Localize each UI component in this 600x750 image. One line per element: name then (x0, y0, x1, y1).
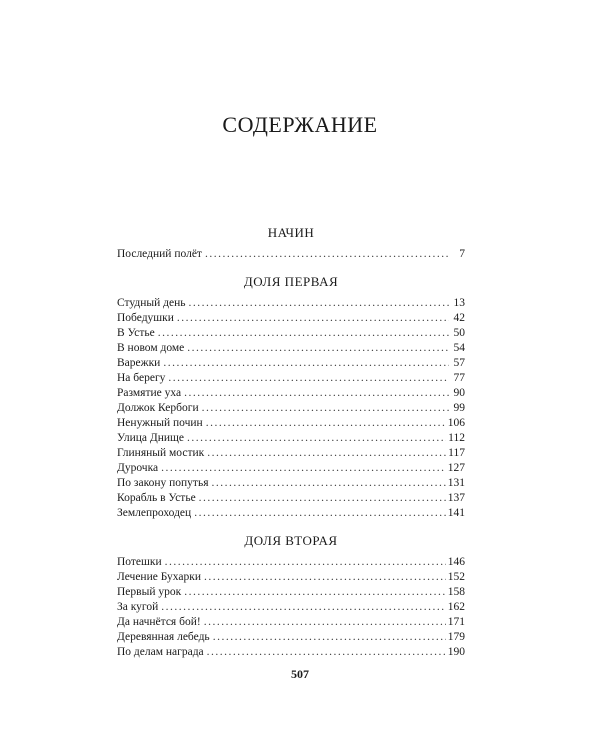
toc-entry-title: Варежки (117, 357, 161, 369)
dot-leader (187, 431, 446, 446)
toc-entry-title: Глиняный мостик (117, 447, 205, 459)
toc-entry-page: 141 (447, 507, 465, 519)
toc-entry (117, 585, 465, 600)
dot-leader (205, 247, 449, 262)
dot-leader (206, 416, 446, 431)
toc-entry-page: 90 (453, 387, 465, 399)
toc-entry-page: 7 (459, 248, 465, 260)
section-title: ДОЛЯ ВТОРАЯ (244, 533, 338, 548)
dot-leader (202, 401, 449, 416)
toc-entry-title: Корабль в Устье (117, 492, 196, 504)
toc-entry-title: В Устье (117, 327, 155, 339)
toc-entry (117, 630, 465, 645)
dot-leader (184, 585, 446, 600)
dot-leader (168, 371, 449, 386)
toc-entry-page: 42 (453, 312, 465, 324)
toc-entry-title: По делам награда (117, 646, 204, 658)
toc-entry-page: 57 (453, 357, 465, 369)
toc-entry-title: Улица Днище (117, 432, 184, 444)
dot-leader (187, 341, 449, 356)
toc-entry (117, 476, 465, 491)
toc-entry-title: Лечение Бухарки (117, 571, 201, 583)
toc-entry-title: Должок Кербоги (117, 402, 199, 414)
toc-entry-page: 13 (453, 297, 465, 309)
section-spacer (117, 521, 465, 531)
dot-leader (163, 356, 449, 371)
toc-entry-page: 50 (453, 327, 465, 339)
toc-entry (117, 431, 465, 446)
toc-entry-page: 117 (448, 447, 465, 459)
page-number: 507 (291, 667, 309, 681)
toc-entry-title: На берегу (117, 372, 166, 384)
toc-entry-page: 179 (447, 631, 465, 643)
toc-entry-page: 158 (447, 586, 465, 598)
dot-leader (177, 311, 449, 326)
dot-leader (161, 600, 446, 615)
toc-entry-page: 99 (453, 402, 465, 414)
toc-entry (117, 600, 465, 615)
toc-entry-page: 146 (447, 556, 465, 568)
toc-entry-page: 152 (447, 571, 465, 583)
toc-entry-page: 137 (447, 492, 465, 504)
toc-entry-title: Да начнётся бой! (117, 616, 201, 628)
toc-entry-title: Ненужный почин (117, 417, 203, 429)
toc-entry (117, 461, 465, 476)
toc-entry (117, 326, 465, 341)
toc-entry-page: 127 (447, 462, 465, 474)
toc-entry-title: Дурочка (117, 462, 159, 474)
section-title: ДОЛЯ ПЕРВАЯ (243, 274, 339, 289)
dot-leader (204, 570, 446, 585)
toc-entry (117, 446, 465, 461)
toc-entry (117, 491, 465, 506)
toc-entry-title: Победушки (117, 312, 174, 324)
toc-entry-page: 77 (453, 372, 465, 384)
toc-entry-page: 54 (453, 342, 465, 354)
toc-entry-page: 162 (447, 601, 465, 613)
section-spacer (117, 262, 465, 272)
dot-leader (158, 326, 449, 341)
toc-entry (117, 247, 465, 262)
toc-entry (117, 555, 465, 570)
toc-entry-page: 190 (447, 646, 465, 658)
dot-leader (213, 630, 446, 645)
toc-entry-title: Студный день (117, 297, 186, 309)
toc-entry-title: Потешки (117, 556, 162, 568)
toc-entry-page: 171 (447, 616, 465, 628)
dot-leader (207, 446, 446, 461)
toc-entry (117, 341, 465, 356)
toc-entry (117, 506, 465, 521)
toc-entry (117, 615, 465, 630)
toc-entry-title: Последний полёт (117, 248, 202, 260)
toc-entry-title: По закону попутья (117, 477, 209, 489)
dot-leader (211, 476, 445, 491)
dot-leader (189, 296, 449, 311)
toc-entry (117, 570, 465, 585)
toc-entry-page: 131 (447, 477, 465, 489)
toc-entry-title: Землепроходец (117, 507, 192, 519)
toc-entry (117, 371, 465, 386)
toc-entry (117, 296, 465, 311)
toc-entry-title: В новом доме (117, 342, 185, 354)
page-title: СОДЕРЖАНИЕ (222, 112, 378, 137)
toc-entry-title: Первый урок (117, 586, 182, 598)
toc-entry (117, 401, 465, 416)
dot-leader (194, 506, 446, 521)
toc-entry-page: 106 (447, 417, 465, 429)
toc-entry-page: 112 (448, 432, 465, 444)
toc-entry (117, 416, 465, 431)
toc-entry (117, 645, 465, 660)
toc-entry-title: Размятие уха (117, 387, 182, 399)
dot-leader (165, 555, 446, 570)
dot-leader (184, 386, 449, 401)
section-title: НАЧИН (267, 225, 315, 240)
dot-leader (204, 615, 446, 630)
dot-leader (161, 461, 446, 476)
toc-entry-title: Деревянная лебедь (117, 631, 210, 643)
toc-entry (117, 386, 465, 401)
dot-leader (199, 491, 446, 506)
toc-entry-title: За кугой (117, 601, 159, 613)
dot-leader (207, 645, 446, 660)
table-of-contents (117, 223, 465, 660)
toc-entry (117, 356, 465, 371)
toc-entry (117, 311, 465, 326)
